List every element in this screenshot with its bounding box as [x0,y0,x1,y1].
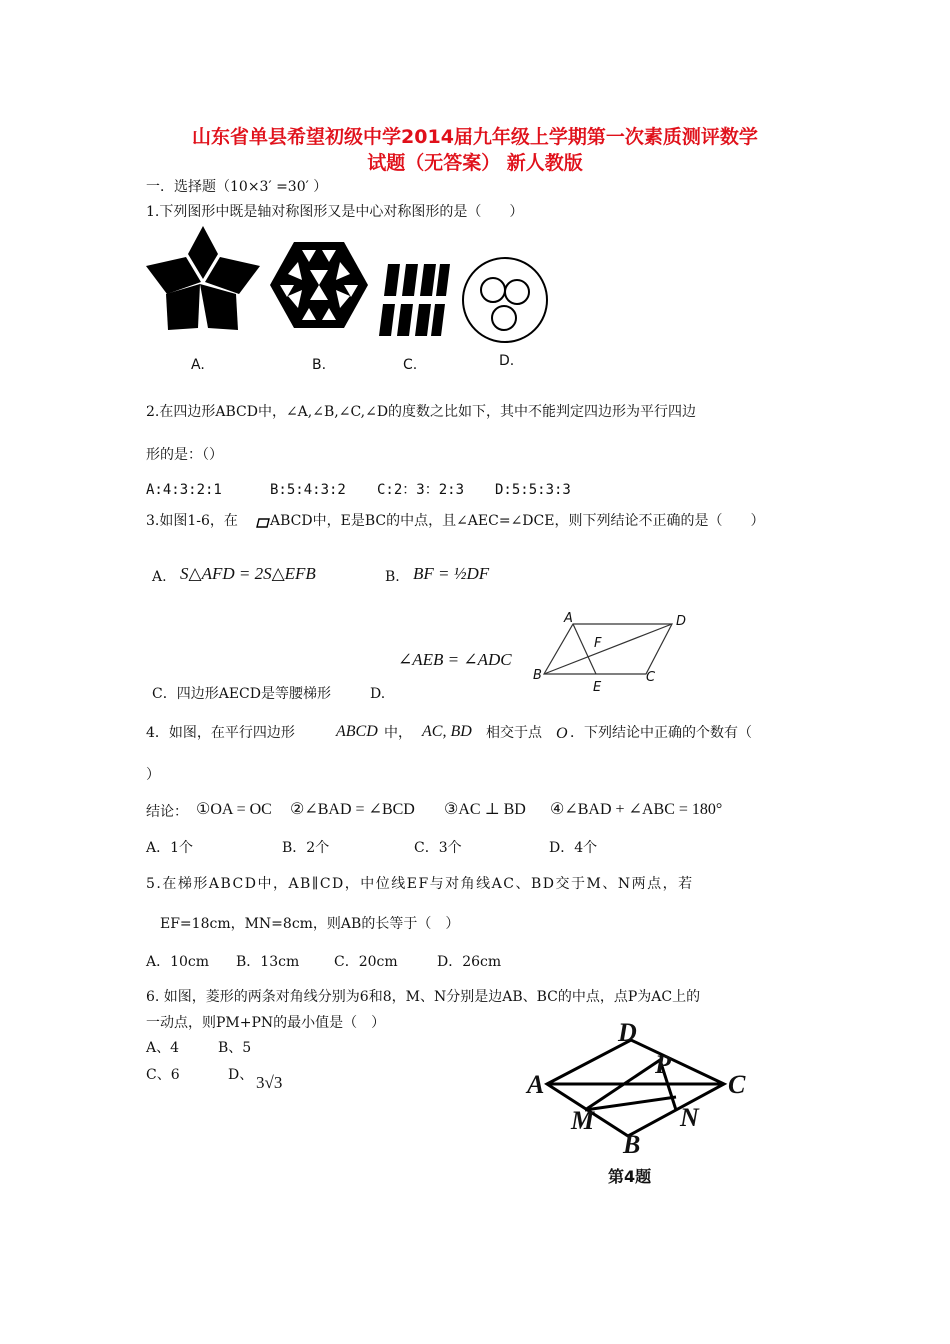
q3-option-d-label: D. [370,686,386,702]
q3-text-b: ABCD中，E是BC的中点，且∠AEC=∠DCE，则下列结论不正确的是（ ） [270,513,765,529]
q5-option-a: A．10cm [146,954,210,970]
q3-option-a-label: A. [152,569,167,585]
q4-text-d: ．下列结论中正确的个数有（ [570,725,752,741]
q1-figure-a-pentagon-star [144,224,262,334]
q3-point-e: E [593,680,602,695]
q6-point-n: N [680,1103,699,1132]
q4-text-a: 4．如图，在平行四边形 [146,725,295,741]
q6-point-c: C [728,1070,746,1099]
q5-line1: 5.在梯形ABCD中，AB∥CD，中位线EF与对角线AC、BD交于M、N两点，若 [146,876,694,892]
q1-label-b: B. [312,357,327,373]
q4-conclusion-label: 结论： [146,804,188,820]
q1-label-a: A. [191,357,205,373]
q2-line1: 2.在四边形ABCD中，∠A,∠B,∠C,∠D的度数之比如下，其中不能判定四边形为平行四边 [146,404,697,420]
q6-option-a: A、4 [146,1040,180,1056]
q3-option-d-math: ∠AEB = ∠ADC [398,650,512,669]
q6-option-d-label: D、 [228,1067,254,1083]
q4-option-a: A．1个 [146,840,194,856]
q6-point-b: B [623,1130,641,1159]
q5-line2: EF=18cm，MN=8cm，则AB的长等于（ ） [160,916,460,932]
q3-point-a: A [564,611,573,626]
q3-point-d: D [676,614,687,629]
q1-label-c: C. [403,357,418,373]
q5-option-b: B．13cm [236,954,300,970]
q2-option-a: A:4:3:2:1 [146,482,222,498]
q6-point-m: M [571,1106,595,1135]
q1-figure-d-circles [459,258,551,342]
q1-figure-b-hexagon-snowflake [268,240,370,330]
q4-conclusion-4: ④∠BAD + ∠ABC = 180° [550,801,723,818]
q6-point-p: P [655,1050,671,1079]
q3-option-a-math: S△AFD = 2S△EFB [180,564,316,583]
q1-figure-c-slanted-bars [378,264,450,338]
q6-line1: 6. 如图，菱形的两条对角线分别为6和8，M、N分别是边AB、BC的中点，点P为AC上的 [146,989,701,1005]
q6-option-d-math: 3√3 [256,1073,283,1092]
q4-math-abcd: ABCD [336,723,378,740]
q3-parallelogram-figure [528,610,698,695]
q6-point-a: A [527,1070,545,1099]
q3-point-c: C [646,670,656,685]
q3-point-f: F [594,636,602,651]
q6-option-b: B、5 [218,1040,252,1056]
q2-option-c: C:2：3：2:3 [377,482,465,498]
page-title-line1: 山东省单县希望初级中学2014届九年级上学期第一次素质测评数学 [192,126,758,148]
q4-option-b: B．2个 [282,840,330,856]
q5-option-d: D．26cm [437,954,502,970]
q1-text: 1.下列图形中既是轴对称图形又是中心对称图形的是（ ） [146,204,524,220]
q1-label-d: D. [499,353,515,369]
q5-option-c: C．20cm [334,954,398,970]
q6-figure-caption: 第4题 [608,1167,652,1186]
q4-math-ac-bd: AC, BD [422,723,472,740]
q2-option-b: B:5:4:3:2 [270,482,346,498]
q6-rhombus-figure [540,1040,730,1140]
q4-option-d: D．4个 [549,840,598,856]
q4-conclusion-3: ③AC ⊥ BD [444,801,526,818]
q4-option-c: C．3个 [414,840,462,856]
q4-conclusion-1: ①OA = OC [196,801,272,818]
q6-point-d: D [618,1018,637,1047]
q3-option-b-math: BF = ½DF [413,564,490,583]
q3-option-c: C．四边形AECD是等腰梯形 [152,686,331,702]
page-title-line2: 试题（无答案） 新人教版 [367,152,583,174]
q4-text-b: 中， [384,725,412,741]
q3-text-a: 3.如图1-6，在 [146,513,238,529]
section-heading: 一．选择题（10×3′ =30′ ） [146,179,328,195]
parallelogram-icon [256,518,270,528]
q2-line2: 形的是：（） [146,447,223,463]
q3-option-b-label: B. [385,569,400,585]
q3-point-b: B [533,668,542,683]
q4-math-o: O [556,725,568,742]
q4-text-c: 相交于点 [486,725,542,741]
q2-option-d: D:5:5:3:3 [495,482,571,498]
q6-line2: 一动点，则PM+PN的最小值是（ ） [146,1015,386,1031]
q6-option-c: C、6 [146,1067,180,1083]
q4-conclusion-2: ②∠BAD = ∠BCD [290,801,415,818]
q4-line2: ） [146,767,160,783]
